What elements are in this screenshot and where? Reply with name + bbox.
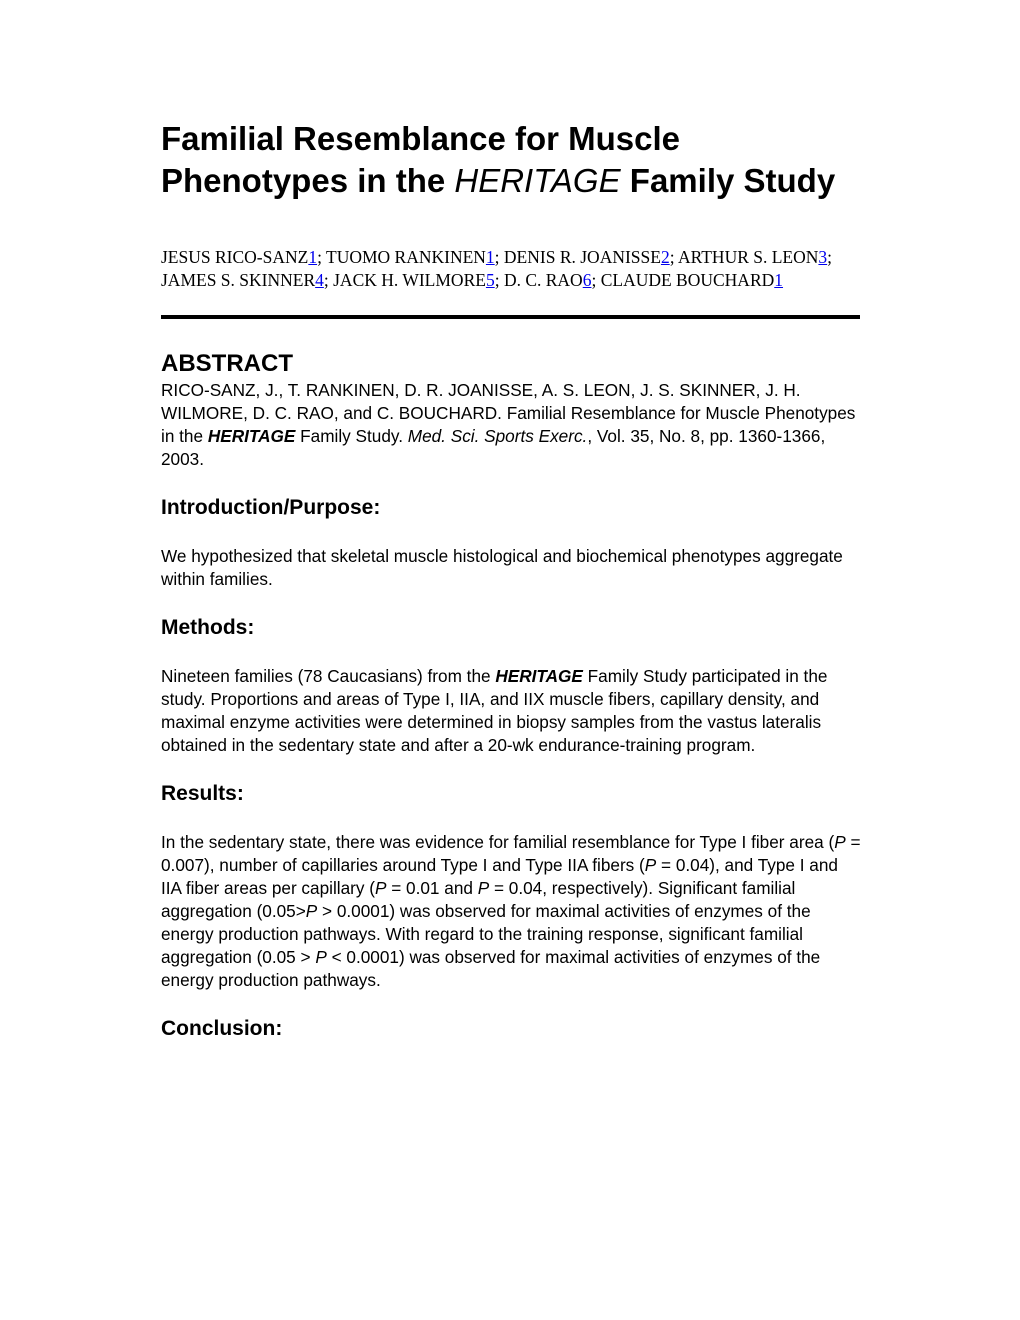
author-name: CLAUDE BOUCHARD [600, 270, 775, 290]
author-list: JESUS RICO-SANZ1; TUOMO RANKINEN1; DENIS R. JOANISSE2; ARTHUR S. LEON3; JAMES S. SKINNER4; JACK H. WILMORE5; D. C. RAO6; CLAUDE BOUCHARD1 [161, 247, 833, 290]
section-heading-conclusion: Conclusion: [161, 1017, 283, 1040]
section-heading-introduction: Introduction/Purpose: [161, 496, 381, 519]
section-heading-results: Results: [161, 782, 244, 805]
affiliation-link[interactable]: 3 [818, 247, 828, 267]
citation-paragraph: RICO-SANZ, J., T. RANKINEN, D. R. JOANISSE, A. S. LEON, J. S. SKINNER, J. H. WILMORE, D. C. RAO, and C. BOUCHARD. Familial Resemblance for Muscle Phenotypes in the HERITAGE Family Study. Med. Sci. Sports Exerc., Vol. 35, No. 8, pp. 1360-1366, 2003. [161, 380, 856, 469]
author-name: ARTHUR S. LEON [677, 247, 819, 267]
author-name: D. C. RAO [503, 270, 583, 290]
affiliation-link[interactable]: 1 [308, 247, 318, 267]
author-name: DENIS R. JOANISSE [503, 247, 661, 267]
affiliation-link[interactable]: 6 [582, 270, 592, 290]
title-italic-heritage: HERITAGE [454, 162, 621, 199]
affiliation-link[interactable]: 1 [485, 247, 495, 267]
author-name: JACK H. WILMORE [333, 270, 486, 290]
paper-title: Familial Resemblance for Muscle Phenotypes in the HERITAGE Family Study [161, 120, 836, 199]
horizontal-divider [161, 315, 860, 319]
affiliation-link[interactable]: 5 [485, 270, 495, 290]
paper-page [161, 118, 861, 1042]
introduction-paragraph: We hypothesized that skeletal muscle histological and biochemical phenotypes aggregate within families. [161, 546, 843, 589]
affiliation-link[interactable]: 2 [660, 247, 670, 267]
affiliation-link[interactable]: 4 [315, 270, 324, 290]
results-paragraph: In the sedentary state, there was evidence for familial resemblance for Type I fiber area (P = 0.007), number of capillaries around Type I and Type IIA fibers (P = 0.04), and Type I and IIA fiber areas per capillary (P = 0.01 and P = 0.04, respectively). Significant familial aggregation (0.05>P > 0.0001) was observed for maximal activities of enzymes of the energy production pathways. With regard to the training response, significant familial aggregation (0.05 > P < 0.0001) was observed for maximal activities of enzymes of the energy production pathways. [161, 832, 861, 990]
author-name: JESUS RICO-SANZ [161, 247, 309, 267]
affiliation-link[interactable]: 1 [774, 270, 784, 290]
abstract-heading: ABSTRACT [161, 350, 293, 377]
methods-paragraph: Nineteen families (78 Caucasians) from the HERITAGE Family Study participated in the study. Proportions and areas of Type I, IIA, and IIX muscle fibers, capillary density, and maximal enzyme activities were determined in biopsy samples from the vastus lateralis obtained in the sedentary state and after a 20-wk endurance-training program. [161, 666, 828, 755]
section-heading-methods: Methods: [161, 616, 255, 639]
author-name: JAMES S. SKINNER [161, 270, 316, 290]
author-name: TUOMO RANKINEN [326, 247, 486, 267]
